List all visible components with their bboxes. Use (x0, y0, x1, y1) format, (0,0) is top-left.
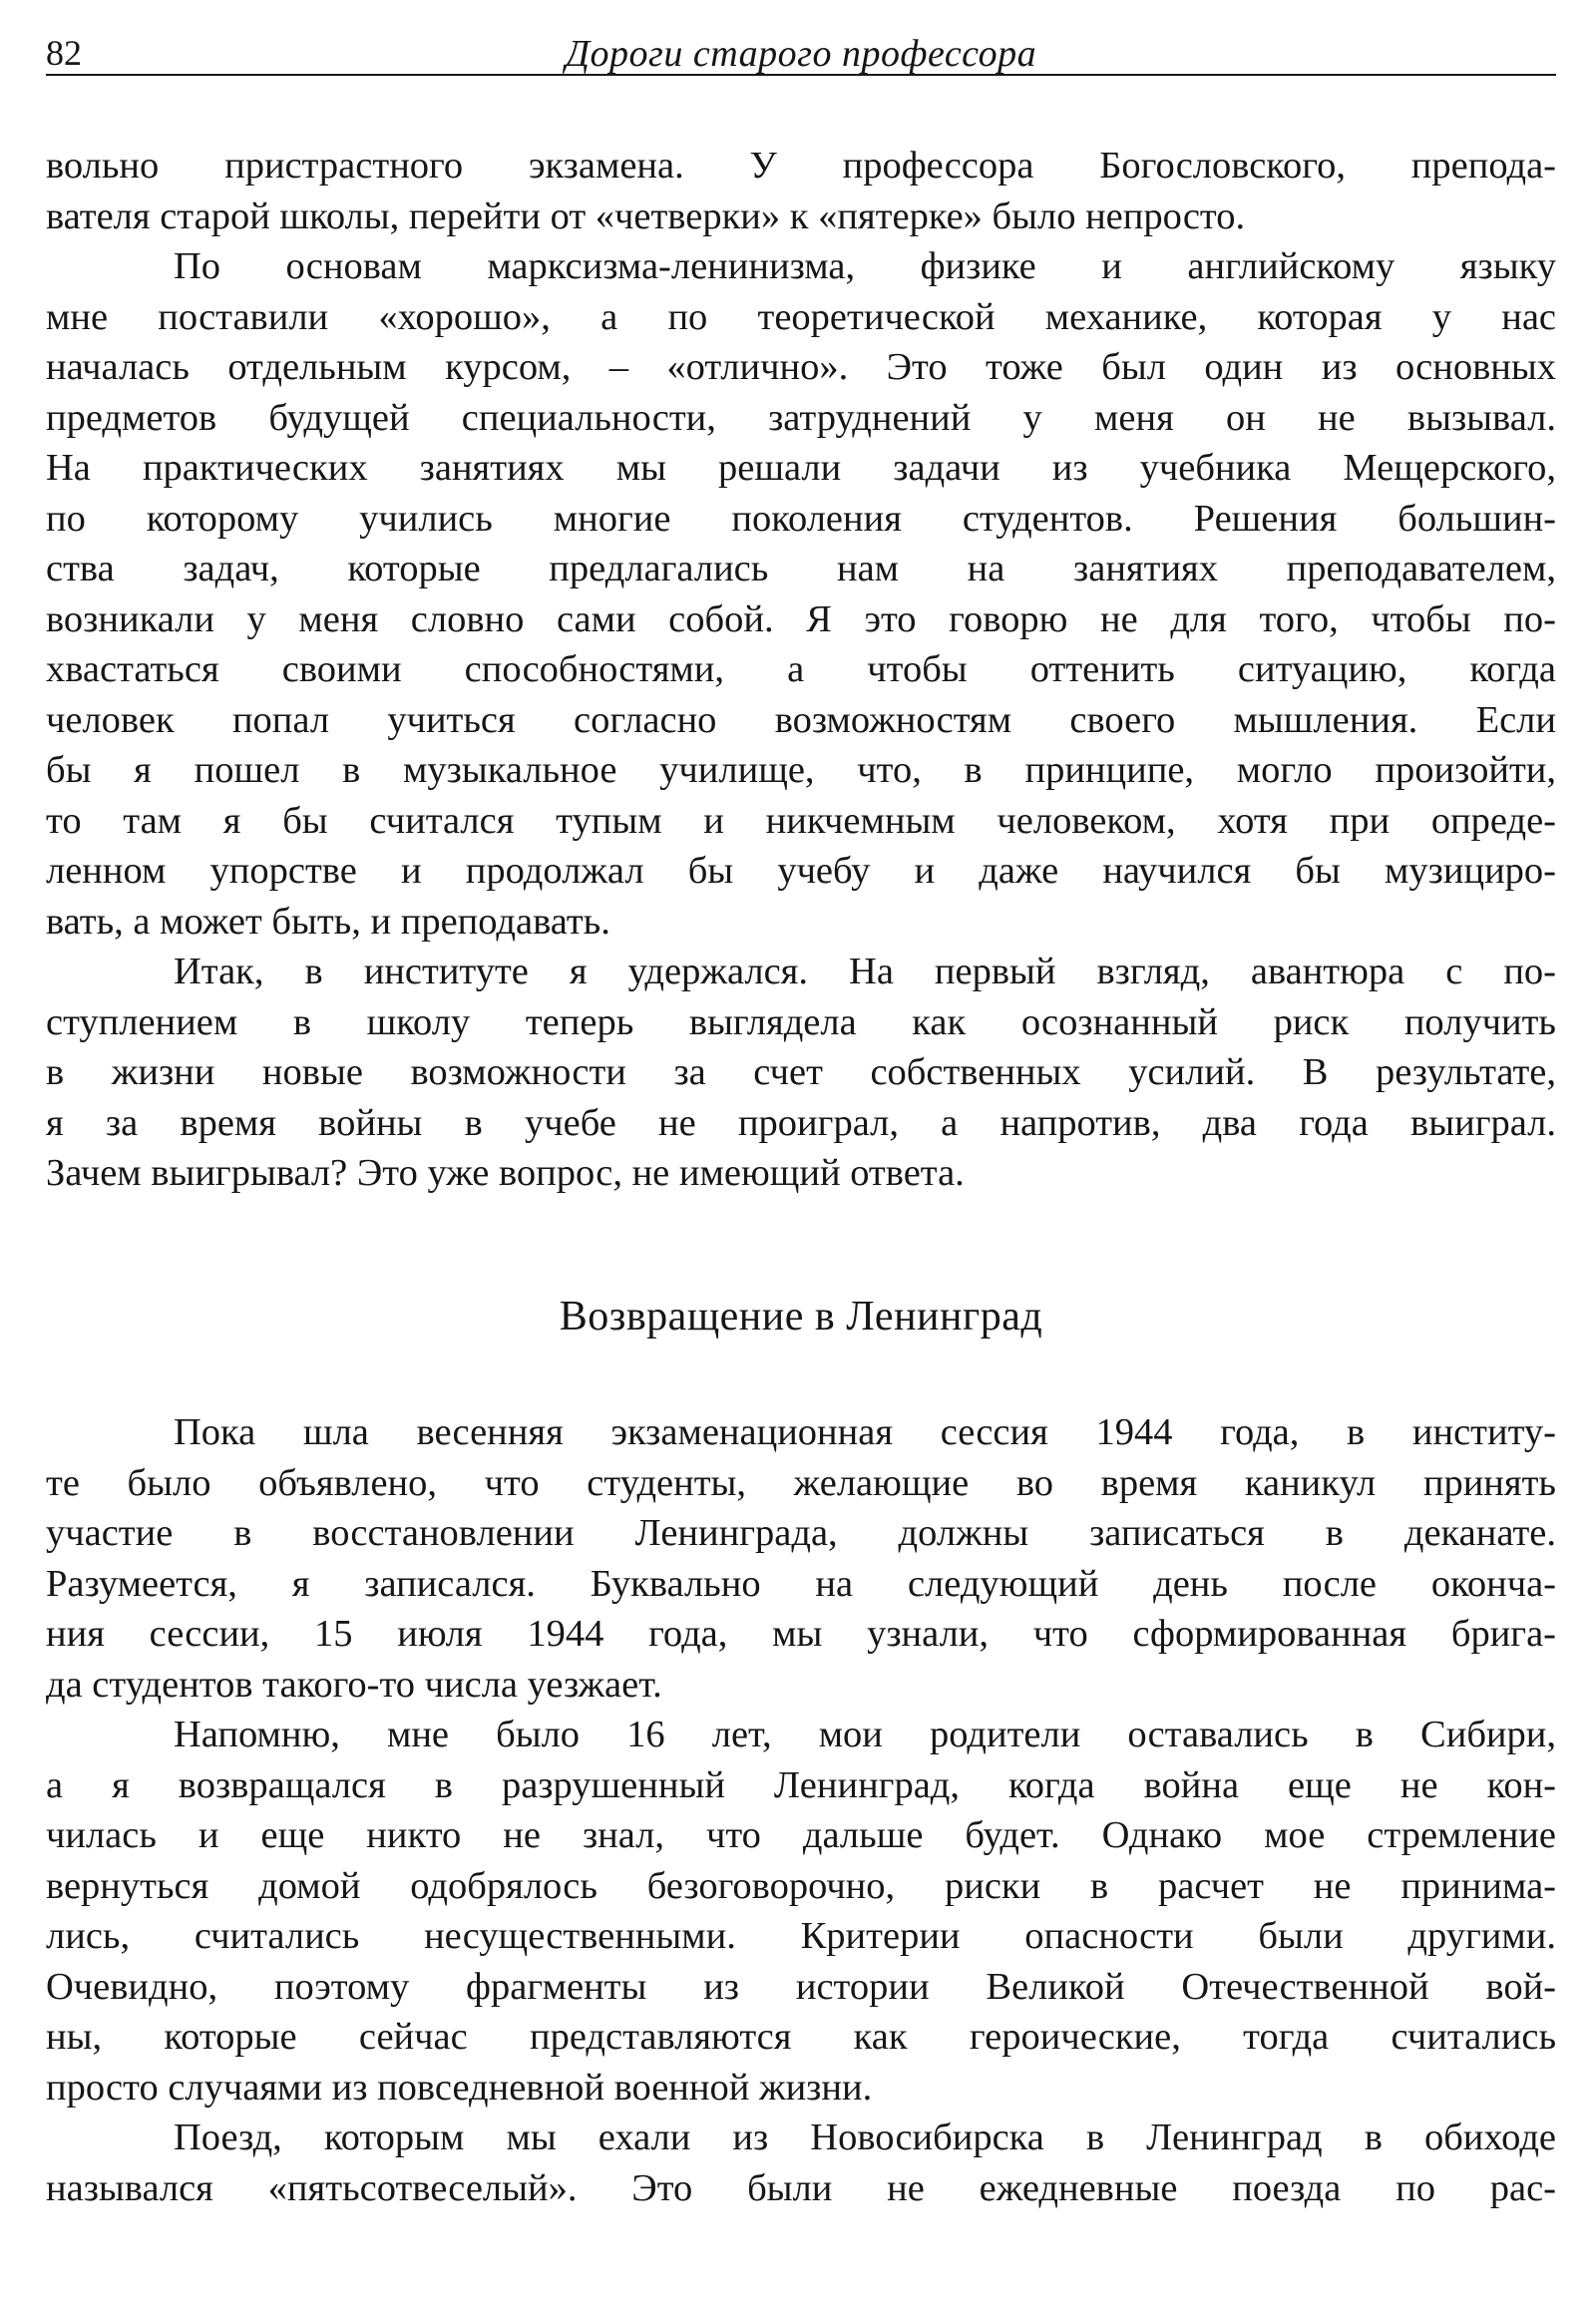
text-line: человек попал учиться согласно возможностям своего мышления. Если (46, 698, 1556, 741)
text-line: Очевидно, поэтому фрагменты из истории Великой Отечественной вой- (46, 1965, 1556, 2008)
text-line: возникали у меня словно сами собой. Я это говорю не для того, чтобы по- (46, 597, 1556, 640)
text-line: те было объявлено, что студенты, желающие во время каникул принять (46, 1461, 1556, 1504)
page-number: 82 (46, 33, 82, 73)
body-text-block-2 (46, 1407, 1556, 2213)
text-line: лись, считались несущественными. Критерии опасности были другими. (46, 1915, 1556, 1957)
text-line: участие в восстановлении Ленинграда, должны записаться в деканате. (46, 1512, 1556, 1554)
text-line: просто случаями из повседневной военной жизни. (46, 2066, 873, 2109)
text-line: По основам марксизма-ленинизма, физике и английскому языку (174, 245, 1556, 287)
text-line: Зачем выигрывал? Это уже вопрос, не имеющий ответа. (46, 1152, 965, 1194)
text-line: Поезд, которым мы ехали из Новосибирска в Ленинград в обиходе (174, 2117, 1556, 2158)
text-line: то там я бы считался тупым и никчемным человеком, хотя при опреде- (46, 799, 1556, 842)
body-text-block-1 (46, 141, 1556, 1199)
text-line: предметов будущей специальности, затруднений у меня он не вызывал. (46, 396, 1556, 439)
text-line: мне поставили «хорошо», а по теоретической механике, которая у нас (46, 295, 1556, 338)
text-line: бы я пошел в музыкальное училище, что, в принципе, могло произойти, (46, 749, 1556, 791)
text-line: Пока шла весенняя экзаменационная сессия 1944 года, в институ- (174, 1411, 1556, 1453)
text-line: назывался «пятьсотвеселый». Это были не ежедневные поезда по рас- (46, 2166, 1556, 2209)
text-line: началась отдельным курсом, – «отлично». Это тоже был один из основных (46, 346, 1556, 388)
text-line: ны, которые сейчас представляются как героические, тогда считались (46, 2016, 1556, 2058)
text-line: На практических занятиях мы решали задачи из учебника Мещерского, (46, 447, 1556, 489)
text-line: Разумеется, я записался. Буквально на следующий день после оконча- (46, 1562, 1556, 1605)
text-line: ленном упорстве и продолжал бы учебу и даже научился бы музициро- (46, 850, 1556, 892)
running-header (46, 24, 1556, 76)
text-line: я за время войны в учебе не проиграл, а напротив, два года выиграл. (46, 1101, 1556, 1144)
text-line: Итак, в институте я удержался. На первый взгляд, авантюра с по- (174, 951, 1556, 992)
text-line: вольно пристрастного экзамена. У профессора Богословского, препода- (46, 145, 1556, 187)
section-heading: Возвращение в Ленинград (559, 1294, 1043, 1340)
text-line: а я возвращался в разрушенный Ленинград, когда война еще не кон- (46, 1763, 1556, 1806)
text-line: в жизни новые возможности за счет собственных усилий. В результате, (46, 1051, 1556, 1093)
text-line: ства задач, которые предлагались нам на занятиях преподавателем, (46, 548, 1556, 589)
text-line: хвастаться своими способностями, а чтобы оттенить ситуацию, когда (46, 648, 1556, 690)
text-line: по которому учились многие поколения студентов. Решения большин- (46, 497, 1556, 540)
book-page (46, 0, 1556, 2311)
running-title: Дороги старого профессора (565, 33, 1037, 75)
text-line: вателя старой школы, перейти от «четверки» к «пятерке» было непросто. (46, 194, 1246, 237)
text-line: ния сессии, 15 июля 1944 года, мы узнали, что сформированная брига- (46, 1613, 1556, 1655)
text-line: ступлением в школу теперь выглядела как осознанный риск получить (46, 1000, 1556, 1043)
text-line: Напомню, мне было 16 лет, мои родители оставались в Сибири, (174, 1714, 1556, 1755)
text-line: чилась и еще никто не знал, что дальше будет. Однако мое стремление (46, 1814, 1556, 1856)
text-line: вернуться домой одобрялось безоговорочно, риски в расчет не принима- (46, 1864, 1556, 1907)
text-line: вать, а может быть, и преподавать. (46, 900, 610, 943)
text-line: да студентов такого-то числа уезжает. (46, 1663, 662, 1706)
